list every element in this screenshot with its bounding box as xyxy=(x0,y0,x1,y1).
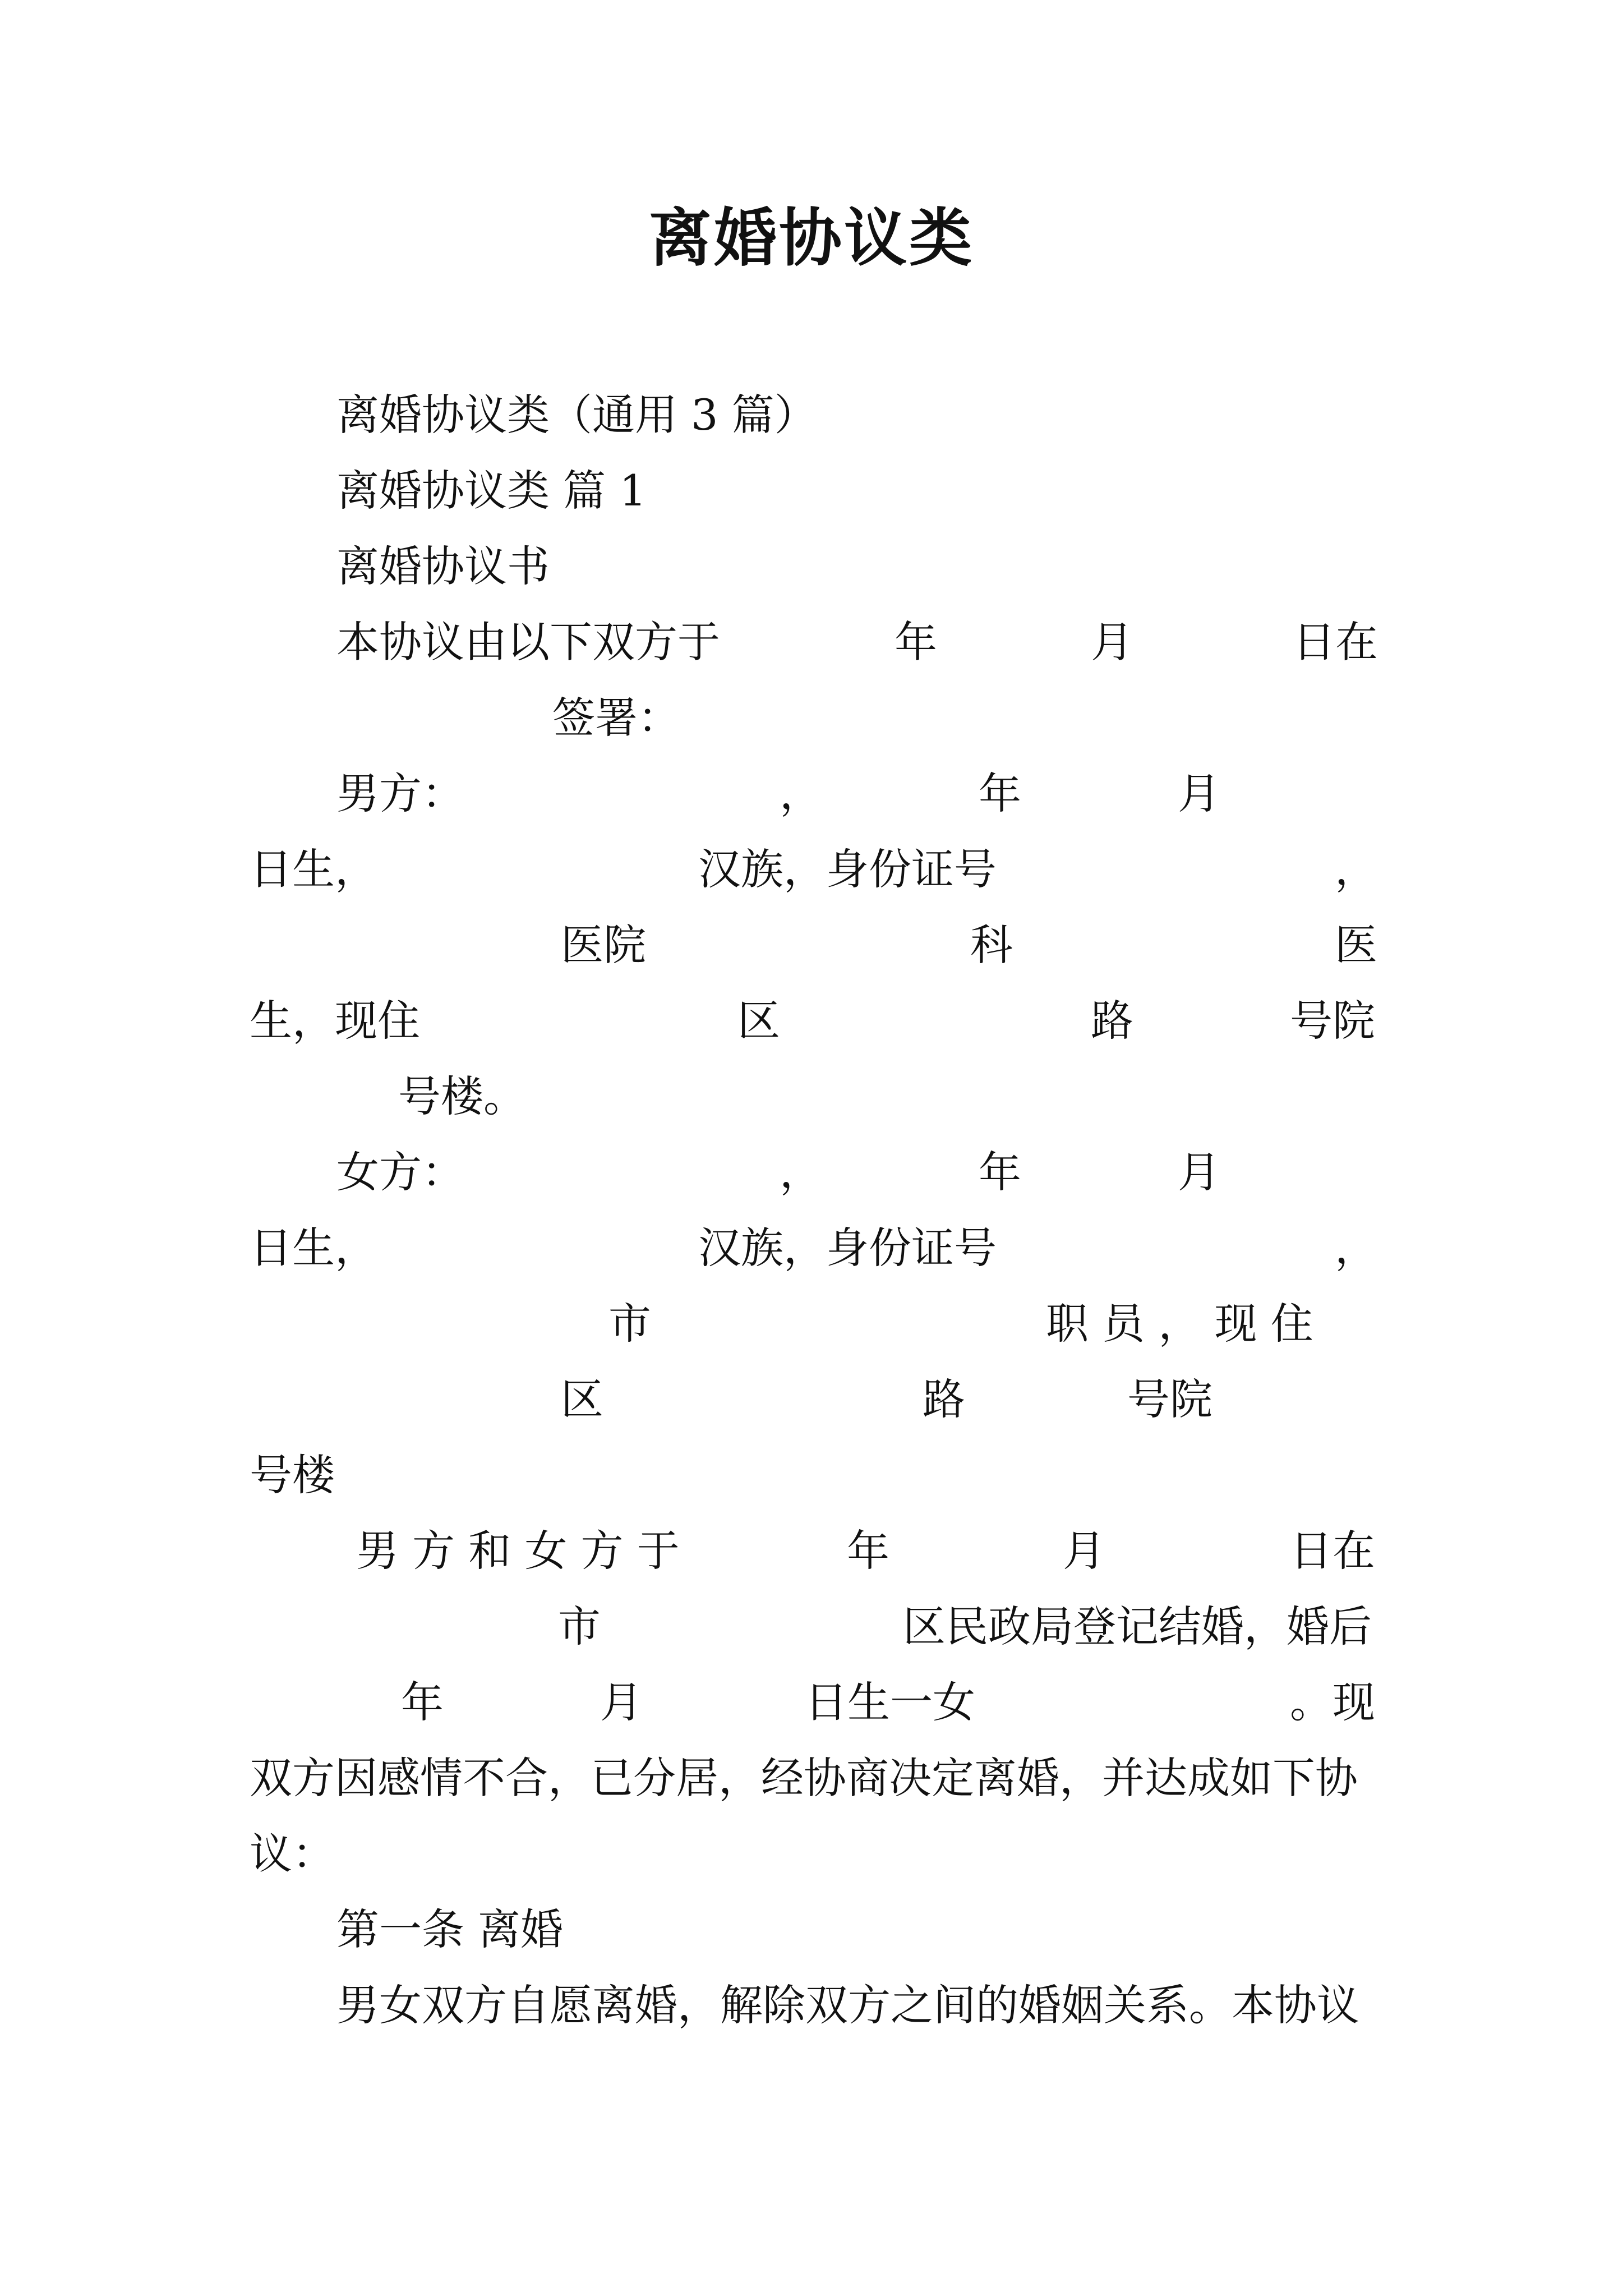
male-dept: 科 xyxy=(970,920,1013,970)
heading-part-1: 离婚协议类 篇 1 xyxy=(336,466,647,516)
female-month: 月 xyxy=(1178,1147,1220,1197)
male-comma-2: ， xyxy=(1335,844,1377,894)
marriage-reason: 双方因感情不合，已分居，经协商决定离婚，并达成如下协 xyxy=(250,1753,1358,1803)
female-road: 路 xyxy=(923,1374,965,1424)
marriage-now: 。现 xyxy=(1290,1677,1375,1727)
marriage-month-2: 月 xyxy=(600,1677,643,1727)
article-1-text: 男女双方自愿离婚，解除双方之间的婚姻关系。本协议 xyxy=(336,1980,1359,2030)
agreement-name: 离婚协议书 xyxy=(336,541,550,591)
marriage-registry: 区民政局登记结婚，婚后 xyxy=(903,1602,1372,1651)
marriage-city: 市 xyxy=(558,1602,601,1651)
male-doctor-1: 医 xyxy=(1335,920,1377,970)
female-comma-2: ， xyxy=(1335,1223,1377,1273)
intro-day-at: 日在 xyxy=(1293,617,1378,667)
intro-text: 本协议由以下双方于 xyxy=(336,617,720,667)
female-year: 年 xyxy=(979,1147,1021,1197)
female-born: 日生， xyxy=(250,1223,377,1273)
male-number-yard: 号院 xyxy=(1290,996,1375,1046)
heading-general: 离婚协议类（通用 3 篇） xyxy=(336,390,817,440)
marriage-year-2: 年 xyxy=(401,1677,444,1727)
female-number-yard: 号院 xyxy=(1127,1374,1212,1424)
female-ethnicity: 汉族，身份证号 xyxy=(698,1223,997,1273)
marriage-text: 男 方 和 女 方 于 xyxy=(356,1526,680,1576)
intro-signed: 签署： xyxy=(552,693,680,743)
male-district: 区 xyxy=(737,996,780,1046)
female-district: 区 xyxy=(561,1374,603,1424)
marriage-year: 年 xyxy=(847,1526,889,1576)
document-title: 离婚协议类 xyxy=(649,201,974,275)
male-month: 月 xyxy=(1178,769,1220,818)
male-year: 年 xyxy=(979,769,1021,818)
male-label: 男方： xyxy=(336,769,464,818)
female-label: 女方： xyxy=(336,1147,464,1197)
marriage-month: 月 xyxy=(1063,1526,1105,1576)
female-comma: ， xyxy=(780,1147,822,1197)
male-ethnicity: 汉族，身份证号 xyxy=(698,844,997,894)
female-staff: 职 员 ， 现 住 xyxy=(1046,1299,1313,1349)
article-1-heading: 第一条 离婚 xyxy=(336,1904,564,1954)
male-building: 号楼。 xyxy=(398,1071,526,1121)
male-doctor-2: 生，现住 xyxy=(250,996,420,1046)
male-hospital: 医院 xyxy=(561,920,646,970)
intro-month: 月 xyxy=(1091,617,1133,667)
marriage-daughter: 日生一女 xyxy=(805,1677,975,1727)
intro-year: 年 xyxy=(895,617,937,667)
marriage-reason-end: 议： xyxy=(250,1829,335,1879)
male-born: 日生， xyxy=(250,844,377,894)
female-building: 号楼 xyxy=(250,1450,335,1500)
male-road: 路 xyxy=(1091,996,1133,1046)
male-comma: ， xyxy=(780,769,822,818)
marriage-day-at: 日在 xyxy=(1290,1526,1375,1576)
female-city: 市 xyxy=(608,1299,651,1349)
